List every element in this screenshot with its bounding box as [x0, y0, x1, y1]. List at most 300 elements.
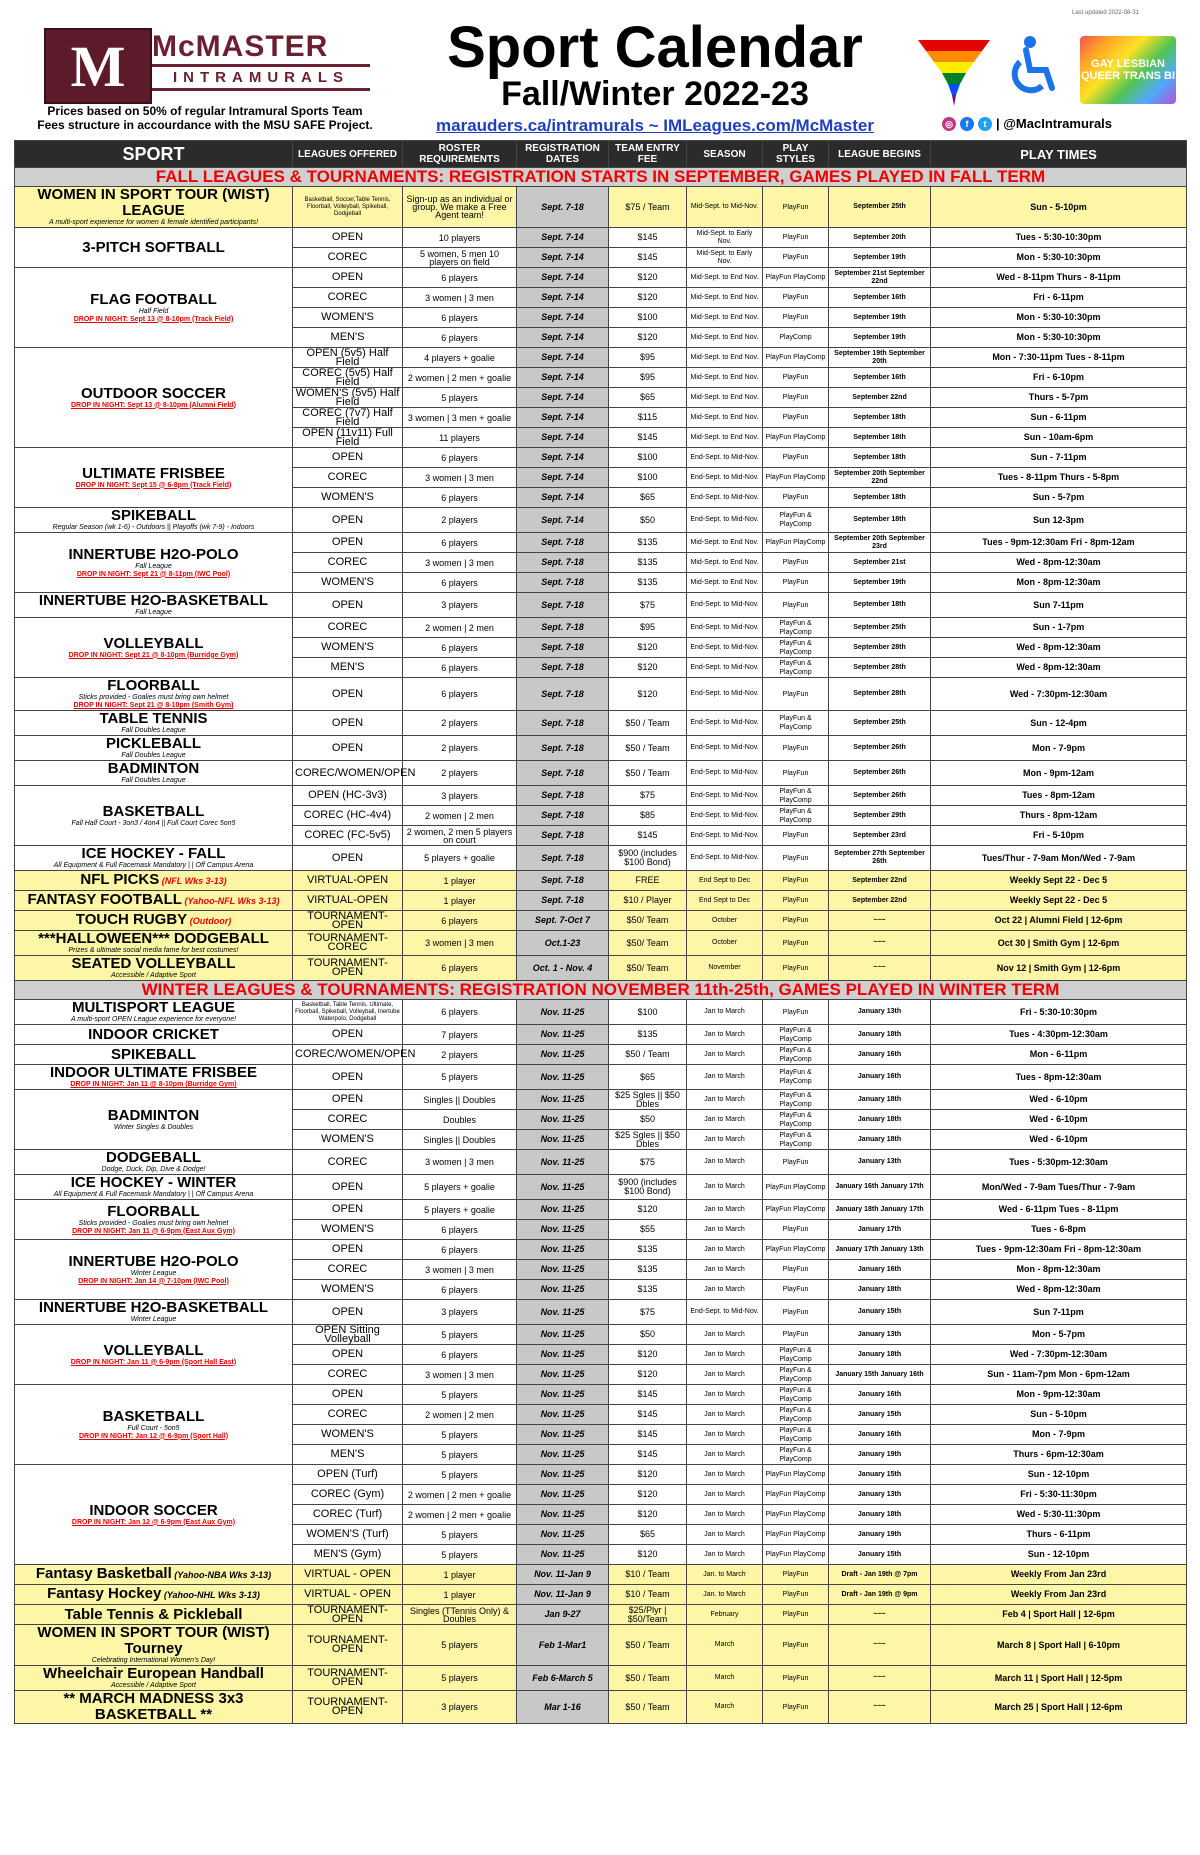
- table-row: [15, 448, 1187, 468]
- leagues-offered: MEN'S (Gym): [293, 1545, 403, 1565]
- team-entry-fee: $50 / Team: [609, 1691, 687, 1724]
- sport-name-cell: [15, 1000, 293, 1025]
- league-begins: ~~~: [829, 956, 931, 981]
- registration-dates: Sept. 7-18: [517, 638, 609, 658]
- team-entry-fee: $10 / Team: [609, 1585, 687, 1605]
- leagues-offered: TOURNAMENT-OPEN: [293, 1691, 403, 1724]
- play-styles: PlayFun: [763, 408, 829, 428]
- team-entry-fee: $100: [609, 448, 687, 468]
- play-styles: PlayFun PlayComp: [763, 533, 829, 553]
- roster-requirements: Singles (TTennis Only) & Doubles: [403, 1605, 517, 1625]
- table-row: [15, 1565, 1187, 1585]
- registration-dates: Sept. 7-18: [517, 573, 609, 593]
- play-times: Weekly Sept 22 - Dec 5: [931, 891, 1187, 911]
- team-entry-fee: $120: [609, 328, 687, 348]
- page-subtitle: Fall/Winter 2022-23: [501, 75, 809, 113]
- team-entry-fee: $25 Sgles || $50 Dbles: [609, 1130, 687, 1150]
- play-times: Wed - 7:30pm-12:30am: [931, 1345, 1187, 1365]
- play-styles: PlayFun & PlayComp: [763, 638, 829, 658]
- play-styles: PlayFun & PlayComp: [763, 1045, 829, 1065]
- registration-dates: Mar 1-16: [517, 1691, 609, 1724]
- season: Mid-Sept. to End Nov.: [687, 553, 763, 573]
- table-row: [15, 1025, 1187, 1045]
- play-times: Thurs - 6-11pm: [931, 1525, 1187, 1545]
- team-entry-fee: $85: [609, 806, 687, 826]
- team-entry-fee: $75: [609, 593, 687, 618]
- leagues-offered: OPEN: [293, 846, 403, 871]
- season: Jan to March: [687, 1260, 763, 1280]
- play-styles: PlayFun PlayComp: [763, 1200, 829, 1220]
- registration-dates: Nov. 11-25: [517, 1220, 609, 1240]
- play-times: March 11 | Sport Hall | 12-5pm: [931, 1666, 1187, 1691]
- sport-subtitle: All Equipment & Full Facemask Mandatory | | Off Campus Arena: [53, 862, 254, 869]
- team-entry-fee: $145: [609, 826, 687, 846]
- roster-requirements: 6 players: [403, 573, 517, 593]
- play-times: Mon/Wed - 7-9am Tues/Thur - 7-9am: [931, 1175, 1187, 1200]
- leagues-offered: COREC: [293, 288, 403, 308]
- season: End-Sept. to Mid-Nov.: [687, 806, 763, 826]
- play-times: Oct 22 | Alumni Field | 12-6pm: [931, 911, 1187, 931]
- sport-name: FLOORBALL: [107, 1202, 200, 1220]
- play-styles: PlayFun: [763, 573, 829, 593]
- roster-requirements: 5 women, 5 men 10 players on field: [403, 248, 517, 268]
- brand-subtitle: INTRAMURALS: [152, 64, 370, 91]
- team-entry-fee: $120: [609, 1200, 687, 1220]
- roster-requirements: 6 players: [403, 658, 517, 678]
- league-begins: September 20th: [829, 228, 931, 248]
- team-entry-fee: $135: [609, 1280, 687, 1300]
- sport-name-cell: [15, 508, 293, 533]
- sport-calendar-table: [14, 140, 1187, 1724]
- sport-note: (Outdoor): [187, 916, 232, 926]
- season: Jan to March: [687, 1385, 763, 1405]
- play-times: Sun - 5-10pm: [931, 187, 1187, 228]
- leagues-offered: WOMEN'S: [293, 1220, 403, 1240]
- registration-dates: Nov. 11-25: [517, 1045, 609, 1065]
- col-league-begins: LEAGUE BEGINS: [829, 141, 931, 168]
- twitter-icon[interactable]: t: [978, 117, 992, 131]
- table-row: [15, 1605, 1187, 1625]
- table-row: [15, 1666, 1187, 1691]
- play-styles: PlayFun: [763, 761, 829, 786]
- league-begins: January 19th: [829, 1525, 931, 1545]
- sport-name: SPIKEBALL: [110, 1045, 196, 1063]
- col-fee: TEAM ENTRY FEE: [609, 141, 687, 168]
- season: Jan to March: [687, 1545, 763, 1565]
- table-row: [15, 1065, 1187, 1090]
- team-entry-fee: $10 / Team: [609, 1565, 687, 1585]
- registration-dates: Nov. 11-25: [517, 1385, 609, 1405]
- league-begins: September 19th September 20th: [829, 348, 931, 368]
- play-times: Tues - 8-11pm Thurs - 5-8pm: [931, 468, 1187, 488]
- table-row: [15, 1175, 1187, 1200]
- table-row: [15, 268, 1187, 288]
- team-entry-fee: $95: [609, 368, 687, 388]
- roster-requirements: 5 players + goalie: [403, 846, 517, 871]
- team-entry-fee: $50/ Team: [609, 931, 687, 956]
- sport-subtitle: Fall League: [135, 609, 172, 616]
- sport-name-cell: [15, 1625, 293, 1666]
- season: March: [687, 1691, 763, 1724]
- sport-name-cell: [15, 1605, 293, 1625]
- play-styles: PlayFun & PlayComp: [763, 1065, 829, 1090]
- roster-requirements: 3 women | 3 men: [403, 288, 517, 308]
- season: Jan to March: [687, 1445, 763, 1465]
- sport-name: TOUCH RUGBY: [75, 911, 188, 928]
- last-updated: Last updated 2022-08-31: [1072, 10, 1140, 16]
- registration-dates: Nov. 11-25: [517, 1465, 609, 1485]
- play-styles: PlayFun: [763, 1280, 829, 1300]
- season: Mid-Sept. to End Nov.: [687, 533, 763, 553]
- roster-requirements: 2 women | 2 men: [403, 806, 517, 826]
- table-row: [15, 1000, 1187, 1025]
- team-entry-fee: FREE: [609, 871, 687, 891]
- sport-name-cell: [15, 1200, 293, 1240]
- league-begins: January 17th January 13th: [829, 1240, 931, 1260]
- sport-name: INNERTUBE H2O-POLO: [68, 1252, 239, 1270]
- play-styles: PlayFun: [763, 1605, 829, 1625]
- play-times: Mon - 7:30-11pm Tues - 8-11pm: [931, 348, 1187, 368]
- team-entry-fee: $145: [609, 248, 687, 268]
- roster-requirements: 3 women | 3 men: [403, 1260, 517, 1280]
- team-entry-fee: $10 / Player: [609, 891, 687, 911]
- registration-dates: Sept. 7-18: [517, 806, 609, 826]
- sport-name: SEATED VOLLEYBALL: [71, 955, 236, 972]
- season: Mid-Sept. to End Nov.: [687, 388, 763, 408]
- leagues-offered: COREC (7v7) Half Field: [293, 408, 403, 428]
- league-begins: January 18th: [829, 1130, 931, 1150]
- play-styles: PlayFun: [763, 488, 829, 508]
- drop-in-night: DROP IN NIGHT: Sept 21 @ 8-11pm (IWC Pool): [76, 570, 231, 578]
- season: Mid-Sept. to End Nov.: [687, 368, 763, 388]
- team-entry-fee: $135: [609, 1260, 687, 1280]
- registration-dates: Nov. 11-25: [517, 1365, 609, 1385]
- registration-dates: Nov. 11-25: [517, 1150, 609, 1175]
- roster-requirements: 3 women | 3 men: [403, 931, 517, 956]
- sport-name: TABLE TENNIS: [99, 710, 208, 727]
- leagues-offered: TOURNAMENT-OPEN: [293, 1625, 403, 1666]
- league-begins: January 18th: [829, 1280, 931, 1300]
- play-styles: PlayFun & PlayComp: [763, 1345, 829, 1365]
- season: October: [687, 911, 763, 931]
- season: End-Sept. to Mid-Nov.: [687, 1300, 763, 1325]
- table-row: [15, 533, 1187, 553]
- season: Jan to March: [687, 1110, 763, 1130]
- sport-name: DODGEBALL: [106, 1149, 201, 1166]
- leagues-offered: COREC (FC-5v5): [293, 826, 403, 846]
- registration-dates: Nov. 11-25: [517, 1000, 609, 1025]
- team-entry-fee: $145: [609, 428, 687, 448]
- season: End-Sept. to Mid-Nov.: [687, 761, 763, 786]
- sport-name: INDOOR ULTIMATE FRISBEE: [50, 1064, 257, 1081]
- team-entry-fee: $50 / Team: [609, 1045, 687, 1065]
- league-begins: January 18th: [829, 1025, 931, 1045]
- roster-requirements: 3 women | 3 men: [403, 1365, 517, 1385]
- play-times: Wed - 8pm-12:30am: [931, 658, 1187, 678]
- team-entry-fee: $120: [609, 268, 687, 288]
- registration-dates: Sept. 7-18: [517, 618, 609, 638]
- league-begins: January 18th: [829, 1090, 931, 1110]
- team-entry-fee: $50: [609, 1325, 687, 1345]
- sport-name-cell: [15, 228, 293, 268]
- sport-name-cell: [15, 911, 293, 931]
- roster-requirements: 6 players: [403, 488, 517, 508]
- season: Jan to March: [687, 1130, 763, 1150]
- sport-name-cell: [15, 678, 293, 711]
- roster-requirements: 6 players: [403, 1280, 517, 1300]
- play-times: Wed - 6-10pm: [931, 1090, 1187, 1110]
- team-entry-fee: $120: [609, 678, 687, 711]
- play-styles: PlayFun: [763, 553, 829, 573]
- play-times: Sun - 11am-7pm Mon - 6pm-12am: [931, 1365, 1187, 1385]
- league-begins: January 15th: [829, 1405, 931, 1425]
- play-styles: PlayFun PlayComp: [763, 268, 829, 288]
- team-entry-fee: $900 (includes $100 Bond): [609, 846, 687, 871]
- play-times: Tues - 6-8pm: [931, 1220, 1187, 1240]
- roster-requirements: 6 players: [403, 1240, 517, 1260]
- team-entry-fee: $120: [609, 1465, 687, 1485]
- registration-dates: Sept. 7-14: [517, 448, 609, 468]
- col-sport: SPORT: [15, 141, 293, 168]
- league-begins: January 15th: [829, 1300, 931, 1325]
- instagram-icon[interactable]: ◎: [942, 117, 956, 131]
- team-entry-fee: $145: [609, 1385, 687, 1405]
- season: End-Sept. to Mid-Nov.: [687, 846, 763, 871]
- col-play-times: PLAY TIMES: [931, 141, 1187, 168]
- drop-in-night: DROP IN NIGHT: Jan 11 @ 6-9pm (East Aux Gym): [72, 1227, 235, 1235]
- registration-dates: Sept. 7-18: [517, 711, 609, 736]
- leagues-offered: WOMEN'S (Turf): [293, 1525, 403, 1545]
- season: Mid-Sept. to End Nov.: [687, 428, 763, 448]
- season: Jan to March: [687, 1465, 763, 1485]
- play-times: Sun 7-11pm: [931, 593, 1187, 618]
- sport-subtitle: Prizes & ultimate social media fame for best costumes!: [68, 947, 239, 954]
- league-begins: September 20th September 22nd: [829, 468, 931, 488]
- team-entry-fee: $65: [609, 1525, 687, 1545]
- roster-requirements: 5 players + goalie: [403, 1175, 517, 1200]
- registration-dates: Feb 1-Mar1: [517, 1625, 609, 1666]
- roster-requirements: 3 players: [403, 786, 517, 806]
- team-entry-fee: $50 / Team: [609, 1625, 687, 1666]
- sport-name: Wheelchair European Handball: [43, 1665, 264, 1682]
- play-times: Sun - 12-10pm: [931, 1465, 1187, 1485]
- registration-dates: Nov. 11-25: [517, 1110, 609, 1130]
- season: End Sept to Dec: [687, 871, 763, 891]
- sport-name-cell: [15, 1150, 293, 1175]
- drop-in-night: DROP IN NIGHT: Sept 21 @ 8-10pm (Burridge Gym): [68, 651, 239, 659]
- leagues-offered: OPEN: [293, 1300, 403, 1325]
- sport-note: (Yahoo-NBA Wks 3-13): [171, 1570, 272, 1580]
- registration-dates: Nov. 11-25: [517, 1130, 609, 1150]
- season: Jan to March: [687, 1485, 763, 1505]
- leagues-offered: OPEN: [293, 1385, 403, 1405]
- team-entry-fee: $135: [609, 573, 687, 593]
- website-links[interactable]: marauders.ca/intramurals ~ IMLeagues.com/McMaster: [436, 116, 874, 135]
- sport-subtitle: All Equipment & Full Facemask Mandatory | | Off Campus Arena: [53, 1191, 254, 1198]
- play-times: Sun - 5-7pm: [931, 488, 1187, 508]
- registration-dates: Sept. 7-14: [517, 368, 609, 388]
- league-begins: September 19th: [829, 573, 931, 593]
- play-styles: PlayFun & PlayComp: [763, 1110, 829, 1130]
- brand-name: McMASTER: [152, 30, 329, 63]
- registration-dates: Sept. 7-14: [517, 348, 609, 368]
- season: Mid-Sept. to End Nov.: [687, 328, 763, 348]
- sport-name-cell: [15, 1465, 293, 1565]
- registration-dates: Nov. 11-25: [517, 1505, 609, 1525]
- league-begins: September 28th: [829, 638, 931, 658]
- sport-subtitle: A multi-sport experience for women & female identified participants!: [48, 219, 259, 226]
- registration-dates: Sept. 7-18: [517, 826, 609, 846]
- season: Mid-Sept. to End Nov.: [687, 268, 763, 288]
- registration-dates: Sept. 7-14: [517, 248, 609, 268]
- team-entry-fee: $65: [609, 388, 687, 408]
- league-begins: January 16th: [829, 1045, 931, 1065]
- play-times: Wed - 8pm-12:30am: [931, 638, 1187, 658]
- leagues-offered: OPEN: [293, 448, 403, 468]
- season: Jan to March: [687, 1425, 763, 1445]
- sport-subtitle: Accessible / Adaptive Sport: [111, 972, 196, 979]
- play-styles: PlayFun: [763, 891, 829, 911]
- leagues-offered: OPEN: [293, 1175, 403, 1200]
- season: End-Sept. to Mid-Nov.: [687, 826, 763, 846]
- registration-dates: Sept. 7-18: [517, 786, 609, 806]
- league-begins: September 18th: [829, 488, 931, 508]
- leagues-offered: COREC/WOMEN/OPEN: [293, 761, 403, 786]
- roster-requirements: 6 players: [403, 448, 517, 468]
- leagues-offered: VIRTUAL-OPEN: [293, 891, 403, 911]
- registration-dates: Nov. 11-25: [517, 1445, 609, 1465]
- sport-name-cell: [15, 1090, 293, 1150]
- sport-name: INDOOR CRICKET: [88, 1025, 219, 1043]
- play-styles: PlayFun & PlayComp: [763, 618, 829, 638]
- table-row: [15, 348, 1187, 368]
- registration-dates: Sept. 7-18: [517, 678, 609, 711]
- play-styles: PlayFun: [763, 1150, 829, 1175]
- league-begins: January 18th January 17th: [829, 1200, 931, 1220]
- league-begins: ~~~: [829, 1625, 931, 1666]
- play-times: Oct 30 | Smith Gym | 12-6pm: [931, 931, 1187, 956]
- team-entry-fee: $50 / Team: [609, 711, 687, 736]
- roster-requirements: 2 players: [403, 711, 517, 736]
- play-times: Fri - 6-10pm: [931, 368, 1187, 388]
- social-handle: | @MacIntramurals: [996, 116, 1113, 131]
- leagues-offered: [293, 1000, 403, 1025]
- season: End-Sept. to Mid-Nov.: [687, 448, 763, 468]
- leagues-offered: VIRTUAL - OPEN: [293, 1585, 403, 1605]
- leagues-offered: WOMEN'S: [293, 1425, 403, 1445]
- sport-name: INNERTUBE H2O-POLO: [68, 545, 239, 563]
- leagues-offered: TOURNAMENT-OPEN: [293, 1605, 403, 1625]
- sport-name: BADMINTON: [107, 1106, 200, 1124]
- sport-name: NFL PICKS: [80, 871, 160, 888]
- play-times: Tues - 5:30pm-12:30am: [931, 1150, 1187, 1175]
- play-styles: PlayFun: [763, 1691, 829, 1724]
- play-styles: PlayFun: [763, 1565, 829, 1585]
- play-styles: PlayFun: [763, 308, 829, 328]
- league-begins: September 29th: [829, 806, 931, 826]
- sport-subtitle: A multi-sport OPEN League experience for everyone!: [70, 1016, 237, 1023]
- roster-requirements: 2 women | 2 men + goalie: [403, 368, 517, 388]
- play-times: Mon - 5:30-10:30pm: [931, 248, 1187, 268]
- roster-requirements: 5 players: [403, 388, 517, 408]
- drop-in-night: DROP IN NIGHT: Jan 11 @ 6-9pm (Sport Hall East): [70, 1358, 237, 1366]
- league-begins: Draft - Jan 19th @ 7pm: [829, 1565, 931, 1585]
- play-styles: PlayFun PlayComp: [763, 428, 829, 448]
- play-times: Wed - 6-10pm: [931, 1130, 1187, 1150]
- leagues-offered: COREC: [293, 1150, 403, 1175]
- league-begins: September 20th September 23rd: [829, 533, 931, 553]
- sport-note: (Yahoo-NHL Wks 3-13): [161, 1590, 260, 1600]
- team-entry-fee: $65: [609, 1065, 687, 1090]
- season: End-Sept. to Mid-Nov.: [687, 593, 763, 618]
- play-styles: PlayFun PlayComp: [763, 1240, 829, 1260]
- leagues-offered: OPEN: [293, 268, 403, 288]
- season: Jan to March: [687, 1000, 763, 1025]
- sport-name: OUTDOOR SOCCER: [80, 384, 226, 402]
- registration-dates: Sept. 7-Oct 7: [517, 911, 609, 931]
- league-begins: September 19th: [829, 248, 931, 268]
- play-times: Tues - 9pm-12:30am Fri - 8pm-12am: [931, 533, 1187, 553]
- league-begins: January 19th: [829, 1445, 931, 1465]
- sport-subtitle: Accessible / Adaptive Sport: [111, 1682, 196, 1689]
- team-entry-fee: $25 Sgles || $50 Dbles: [609, 1090, 687, 1110]
- play-times: Mon - 5:30-10:30pm: [931, 308, 1187, 328]
- leagues-offered: COREC: [293, 248, 403, 268]
- facebook-icon[interactable]: f: [960, 117, 974, 131]
- team-entry-fee: $120: [609, 638, 687, 658]
- league-begins: September 25th: [829, 711, 931, 736]
- play-styles: PlayFun & PlayComp: [763, 1130, 829, 1150]
- registration-dates: Jan 9-27: [517, 1605, 609, 1625]
- sport-name-cell: [15, 786, 293, 846]
- leagues-offered: OPEN: [293, 711, 403, 736]
- play-styles: PlayFun & PlayComp: [763, 1425, 829, 1445]
- table-row: [15, 1150, 1187, 1175]
- roster-requirements: 5 players: [403, 1666, 517, 1691]
- sport-subtitle: Fall Doubles League: [121, 777, 186, 784]
- league-begins: January 18th: [829, 1345, 931, 1365]
- leagues-offered: OPEN: [293, 508, 403, 533]
- team-entry-fee: $135: [609, 553, 687, 573]
- roster-requirements: 1 player: [403, 871, 517, 891]
- team-entry-fee: $145: [609, 228, 687, 248]
- registration-dates: Sept. 7-18: [517, 593, 609, 618]
- sport-subtitle: Half Field: [138, 307, 169, 315]
- sport-name-cell: [15, 1045, 293, 1065]
- play-styles: PlayFun PlayComp: [763, 1485, 829, 1505]
- team-entry-fee: $120: [609, 288, 687, 308]
- roster-requirements: 1 player: [403, 891, 517, 911]
- registration-dates: Feb 6-March 5: [517, 1666, 609, 1691]
- sport-name-cell: [15, 1025, 293, 1045]
- play-styles: PlayFun & PlayComp: [763, 1025, 829, 1045]
- col-play-styles: PLAY STYLES: [763, 141, 829, 168]
- league-begins: January 13th: [829, 1325, 931, 1345]
- sport-subtitle: Fall Half Court - 3on3 / 4on4 || Full Court Corec 5on5: [71, 819, 236, 827]
- play-styles: PlayFun: [763, 187, 829, 228]
- leagues-offered: OPEN: [293, 533, 403, 553]
- registration-dates: Nov. 11-25: [517, 1525, 609, 1545]
- team-entry-fee: $95: [609, 618, 687, 638]
- season: End-Sept. to Mid-Nov.: [687, 658, 763, 678]
- play-styles: PlayFun: [763, 288, 829, 308]
- roster-requirements: 2 players: [403, 736, 517, 761]
- league-begins: September 16th: [829, 368, 931, 388]
- sport-name: PICKLEBALL: [106, 735, 201, 752]
- roster-requirements: 5 players: [403, 1425, 517, 1445]
- leagues-offered: [293, 187, 403, 228]
- team-entry-fee: $50: [609, 508, 687, 533]
